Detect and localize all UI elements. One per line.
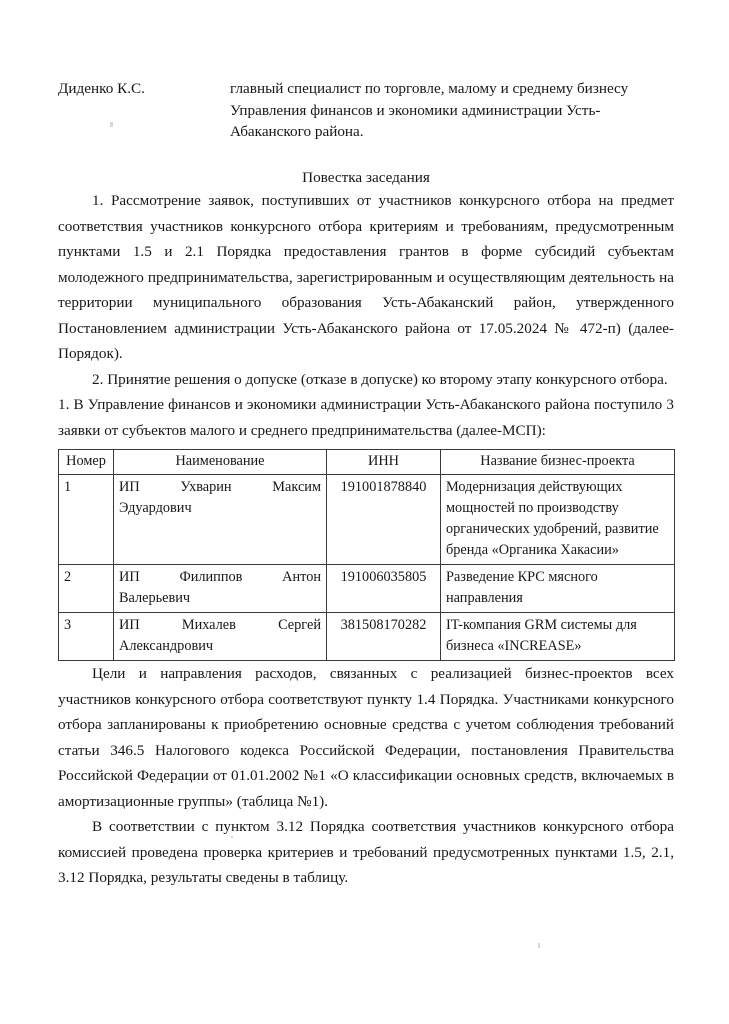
cell-project: Разведение КРС мясного направления bbox=[441, 565, 675, 613]
document-body bbox=[58, 0, 674, 891]
column-header-inn: ИНН bbox=[327, 450, 441, 475]
cell-name bbox=[114, 475, 327, 565]
cell-name-part: Ухварин bbox=[180, 479, 232, 495]
table-row bbox=[59, 475, 675, 565]
cell-inn: 381508170282 bbox=[327, 613, 441, 661]
cell-name-part: Эдуардович bbox=[119, 500, 192, 516]
cell-name-part: ИП bbox=[119, 617, 140, 633]
table-header-row bbox=[59, 450, 675, 475]
closing-paragraph-1: Цели и направления расходов, связанных с реализацией бизнес-проектов всех участников конкурсного отбора соответствуют пункту 1.4 Порядка. Участниками конкурсного отбора запланированы к приобретению основные средства с учетом соблюдения требований статьи 346.5 Налогового кодекса Российской Федерации, постановления Правительства Российской Федерации от 01.01.2002 №1 «О классификации основных средств, включаемых в амортизационные группы» (таблица №1). bbox=[58, 665, 674, 810]
attendee-role-line: главный специалист по торговле, малому и среднему бизнесу bbox=[230, 80, 629, 97]
cell-name-part: Максим bbox=[272, 479, 321, 495]
attendee-role-line: Абаканского района. bbox=[230, 123, 364, 140]
cell-inn: 191001878840 bbox=[327, 475, 441, 565]
cell-name-part: Михалев bbox=[181, 617, 236, 633]
scan-speck bbox=[538, 943, 540, 948]
attendee-role bbox=[230, 78, 674, 143]
column-header-project: Название бизнес-проекта bbox=[441, 450, 675, 475]
cell-name-part: ИП bbox=[119, 479, 140, 495]
cell-number: 2 bbox=[59, 565, 114, 613]
cell-name-part: Филиппов bbox=[179, 569, 243, 585]
agenda-item-1: 1. Рассмотрение заявок, поступивших от участников конкурсного отбора на предмет соответствия участников конкурсного отбора критериям и требованиям, предусмотренным пунктами 1.5 и 2.1 Порядка предоставления грантов в форме субсидий субъектам молодежного предпринимательства, зарегистрированным и осуществляющим деятельность на территории муниципального образования Усть-Абаканский район, утвержденного Постановлением администрации Усть-Абаканского района от 17.05.2024 № 472-п) (далее-Порядок). bbox=[58, 192, 674, 362]
intro-paragraph: 1. В Управление финансов и экономики администрации Усть-Абаканского района поступило 3 заявки от субъектов малого и среднего предпринимательства (далее-МСП): bbox=[58, 396, 674, 439]
cell-number: 1 bbox=[59, 475, 114, 565]
cell-name-part: Антон bbox=[282, 569, 321, 585]
cell-name-part: ИП bbox=[119, 569, 140, 585]
cell-name bbox=[114, 565, 327, 613]
cell-project: Модернизация действующих мощностей по производству органических удобрений, развитие бренда «Органика Хакасии» bbox=[441, 475, 675, 565]
cell-name-part: Валерьевич bbox=[119, 590, 191, 606]
column-header-name: Наименование bbox=[114, 450, 327, 475]
closing-paragraph-2: В соответствии с пунктом 3.12 Порядка соответствия участников конкурсного отбора комиссией проведена проверка критериев и требований предусмотренных пунктами 1.5, 2.1, 3.12 Порядка, результаты сведены в таблицу. bbox=[58, 818, 674, 886]
cell-name-part: Александрович bbox=[119, 638, 214, 654]
agenda-item-2: 2. Принятие решения о допуске (отказе в допуске) ко второму этапу конкурсного отбора. bbox=[92, 370, 668, 388]
applications-table bbox=[58, 449, 675, 661]
attendee-role-line: Управления финансов и экономики администрации Усть- bbox=[230, 101, 601, 119]
table-row bbox=[59, 565, 675, 613]
column-header-number: Номер bbox=[59, 450, 114, 475]
cell-name bbox=[114, 613, 327, 661]
agenda-title: Повестка заседания bbox=[302, 168, 430, 186]
cell-number: 3 bbox=[59, 613, 114, 661]
attendee-block bbox=[58, 0, 674, 143]
cell-project: IT-компания GRM системы для бизнеса «INCREASE» bbox=[441, 613, 675, 661]
table-row bbox=[59, 613, 675, 661]
attendee-name: Диденко К.С. bbox=[58, 80, 145, 97]
cell-name-part: Сергей bbox=[278, 617, 321, 633]
cell-inn: 191006035805 bbox=[327, 565, 441, 613]
